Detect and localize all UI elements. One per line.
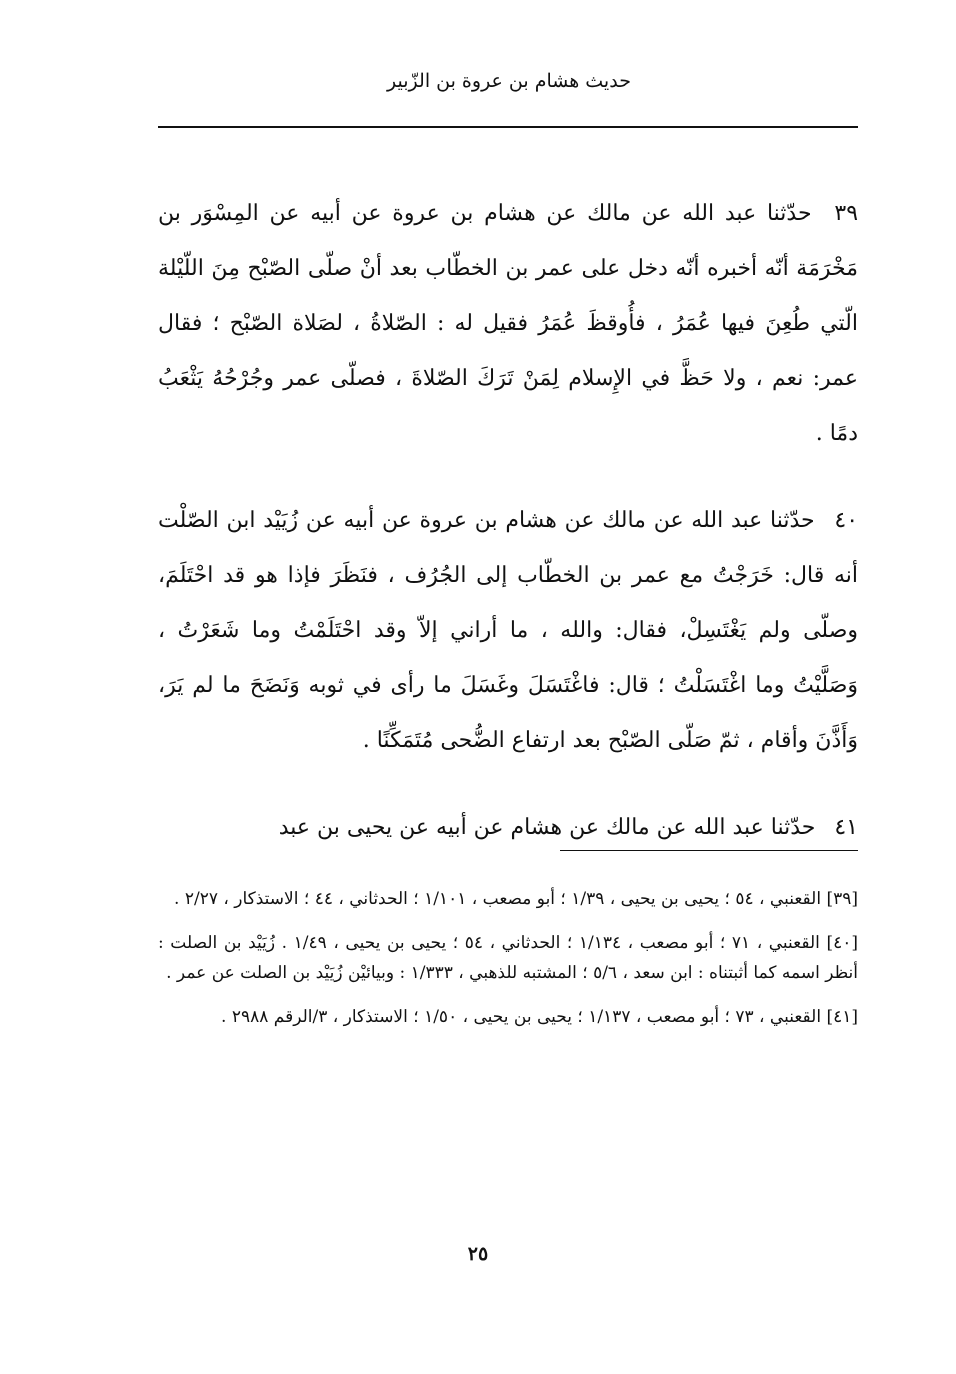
hadith-number: ٤١ — [834, 815, 858, 840]
hadith-text: حدّثنا عبد الله عن مالك عن هشام عن أبيه عن يحيى بن عبد — [278, 815, 816, 840]
hadith-number: ٣٩ — [834, 201, 859, 226]
hadith-41 — [158, 800, 858, 855]
main-text — [158, 186, 858, 887]
hadith-number: ٤٠ — [834, 508, 859, 533]
hadith-40 — [158, 493, 858, 768]
hadith-39 — [158, 186, 858, 461]
hadith-text: حدّثنا عبد الله عن مالك عن هشام بن عروة عن أبيه عن المِسْوَر بن مَخْرَمَة أنّه أخبره أنّه دخل على عمر بن الخطّاب بعد أنْ صلّى الصّبْح مِنَ اللّيْلة الّتي طُعِنَ فيها عُمَرُ ، فأُوقظَ عُمَرُ فقيل له : الصّلاةُ ، لصَلاة الصّبْح ؛ فقال عمر: نعم ، ولا حَظَّ في الإِسلام لِمَنْ تَرَكَ الصّلاةَ ، فصلّى عمر وجُرْحُهُ يَثْعَبُ دمًا . — [158, 201, 858, 446]
footnote-39: [٣٩] القعنبي ، ٥٤ ؛ يحيى بن يحيى ، ١/٣٩ ؛ أبو مصعب ، ١/١٠١ ؛ الحدثاني ، ٤٤ ؛ الاستذكار ، ٢/٢٧ . — [174, 889, 858, 909]
footnote-40: [٤٠] القعنبي ، ٧١ ؛ أبو مصعب ، ١/١٣٤ ؛ الحدثاني ، ٥٤ ؛ يحيى بن يحيى ، ١/٤٩ . زُيَيْد بن الصلت : أنظر اسمه كما أثبتناه : ابن سعد ، ٥/٦ ؛ المشتبه للذهبي ، ١/٣٣٣ : وبيائيْن زُيَيْد بن الصلت عن عمر . — [158, 933, 859, 983]
running-title: حديث هشام بن عروة بن الزّبير — [387, 70, 631, 92]
hadith-text: حدّثنا عبد الله عن مالك عن هشام بن عروة عن أبيه عن زُيَيْد ابن الصّلْت أنه قال: خَرَجْتُ مع عمر بن الخطّاب إلى الجُرُف ، فنَظَرَ فإذا هو قد احْتَلَمَ، وصلّى ولم يَغْتَسِلْ، فقال: والله ، ما أراني إلاّ وقد احْتَلَمْتُ وما شَعَرْتُ ، وَصَلَّيْتُ وما اغْتَسَلْتُ ؛ قال: فاغْتَسَلَ وغَسَلَ ما رأى في ثوبه وَنَضَحَ ما لم يَرَ، وَأَذَّنَ وأقام ، ثمّ صَلّى الصّبْح بعد ارتفاع الضُّحى مُتَمَكِّنًا . — [158, 508, 858, 753]
footnote-41: [٤١] القعنبي ، ٧٣ ؛ أبو مصعب ، ١/١٣٧ ؛ يحيى بن يحيى ، ١/٥٠ ؛ الاستذكار ، ٣/الرقم ٢٩٨٨ . — [221, 1007, 858, 1027]
header-rule — [158, 126, 858, 128]
footnotes — [158, 884, 858, 1046]
footnote-rule — [560, 850, 858, 851]
page-number: ٢٥ — [467, 1243, 489, 1265]
